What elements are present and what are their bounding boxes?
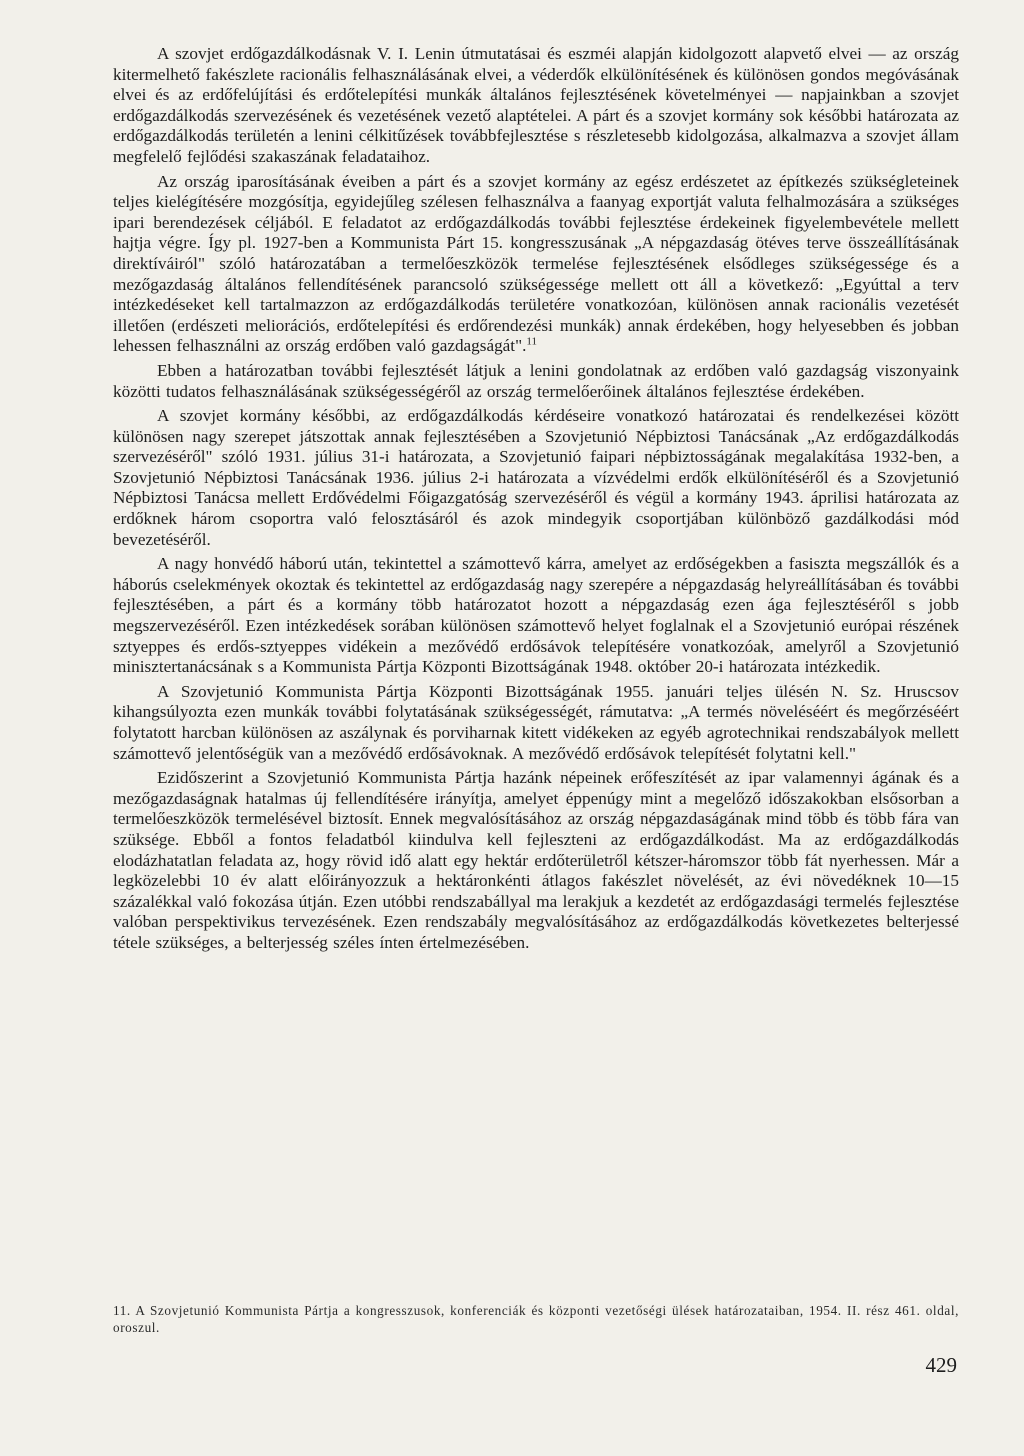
page-number: 429 — [925, 1353, 957, 1377]
footnote — [113, 1302, 959, 1336]
paragraph-3: Ebben a határozatban további fejlesztését látjuk a lenini gondolatnak az erdőben való gazdagság viszonyaink közötti tudatos felhasználásának szükségességéről az ország termelőerőinek általános fejlesztése érdekében. — [113, 360, 959, 401]
paragraph-2-text: Az ország iparosításának éveiben a párt és a szovjet kormány az egész erdészetet az építkezés szükségleteinek teljes kielégítésére mozgósítja, egyidejűleg szélesen felhasználva a faanyag exportját valuta felhalmozására a szükséges ipari berendezések céljából. E feladatot az erdőgazdálkodás további fejlesztése érdekeinek figyelembevétele mellett hajtja végre. Így pl. 1927-ben a Kommunista Párt 15. kongresszusának „A népgazdaság ötéves terve összeállításának direktíváiról" szóló határozatában a termelőeszközök termelése fejlesztésének elsődleges szükségessége és a mezőgazdaság általános fellendítésének parancsoló szükségessége mellett ott áll a következő: „Egyúttal a terv intézkedéseket kell tartalmazzon az erdőgazdálkodás területére vonatkozóan, különösen annak racionális vezetését illetően (erdészeti meliorációs, erdőtelepítési és erdőrendezési munkák) annak érdekében, hogy helyesebben és jobban lehessen felhasználni az ország erdőben való gazdagságát". — [113, 171, 959, 356]
footnote-text: 11. A Szovjetunió Kommunista Pártja a kongresszusok, konferenciák és központi vezetőségi ülések határozataiban, 1954. II. rész 461. oldal, oroszul. — [113, 1303, 959, 1335]
footnote-reference: 11 — [526, 335, 537, 348]
paragraph-5: A nagy honvédő háború után, tekintettel a számottevő kárra, amelyet az erdőségekben a fasiszta megszállók és a háborús cselekmények okoztak és tekintettel az erdőgazdaság nagy szerepére a népgazdaság helyreállításában és további fejlesztésében, a párt és a kormány több határozatot hozott a népgazdaság ezen ága fejlesztéséről s jobb megszervezéséről. Ezen intézkedések sorában különösen számottevő helyet foglalnak el a Szovjetunió európai részének sztyeppes és erdős-sztyeppes vidékein a mezővédő erdősávok telepítésére vonatkozóak, amelyről a Szovjetunió minisztertanácsának s a Kommunista Pártja Központi Bizottságának 1948. október 20-i határozata intézkedik. — [113, 554, 959, 677]
paragraph-1: A szovjet erdőgazdálkodásnak V. I. Lenin útmutatásai és eszméi alapján kidolgozott alapvető elvei — az ország kitermelhető fakészlete racionális felhasználásának elvei, a véderdők elkülönítésének és különösen gondos megóvásának elvei és az erdőfelújítási és erdőtelepítési munkák általános fejlesztésének követelményei — napjainkban a szovjet erdőgazdálkodás szervezésének és vezetésének vezető alaptételei. A párt és a szovjet kormány sok későbbi határozata az erdőgazdálkodás területén a lenini célkitűzések továbbfejlesztése s részletesebb kidolgozása, alkalmazva a szovjet állam megfelelő fejlődési szakaszának feladataihoz. — [113, 44, 959, 166]
paragraph-4: A szovjet kormány későbbi, az erdőgazdálkodás kérdéseire vonatkozó határozatai és rendelkezései között különösen nagy szerepet játszottak annak fejlesztésében a Szovjetunió Népbiztosi Tanácsának „Az erdőgazdálkodás szervezéséről" szóló 1931. július 31-i határozata, a Szovjetunió faipari népbiztosságának megalakítása 1932-ben, a Szovjetunió Népbiztosi Tanácsának 1936. július 2-i határozata a vízvédelmi erdők elkülönítéséről és a Szovjetunió Népbiztosi Tanácsa mellett Erdővédelmi Főigazgatóság szervezéséről és végül a kormány 1943. áprilisi határozata az erdőknek három csoportra való felosztásáról és azok mindegyik csoportjában különböző gazdálkodási mód bevezetéséről. — [113, 406, 959, 549]
body-text — [113, 44, 959, 958]
paragraph-2 — [113, 172, 959, 357]
paragraph-7: Ezidőszerint a Szovjetunió Kommunista Pártja hazánk népeinek erőfeszítését az ipar valamennyi ágának és a mezőgazdaságnak hatalmas új fellendítésére irányítja, amelyet éppenúgy mint a megelőző időszakokban elsősorban a termelőeszközök termelésével biztosít. Ennek megvalósításához az ország népgazdaságának mind több és több fára van szüksége. Ebből a fontos feladatból kiindulva kell fejleszteni az erdőgazdálkodást. Ma az erdőgazdálkodás elodázhatatlan feladata az, hogy rövid idő alatt egy hektár erdőterületről kétszer-háromszor több fát nyerhessen. Már a legközelebbi 10 év alatt előirányozzuk a hektáronkénti átlagos fakészlet növelését, az évi növedéknek 10—15 százalékkal való fokozása útján. Ezen utóbbi rendszabállyal ma lerakjuk a kezdetét az erdőgazdasági termelés fejlesztése valóban perspektivikus tervezésének. Ezen rendszabály megvalósításához az erdőgazdálkodás következetes belterjessé tétele szükséges, a belterjesség széles ínten értelmezésében. — [113, 768, 959, 952]
paragraph-6: A Szovjetunió Kommunista Pártja Központi Bizottságának 1955. januári teljes ülésén N. Sz. Hruscsov kihangsúlyozta ezen munkák további folytatásának szükségességét, rámutatva: „A termés növeléséért és megőrzéséért folytatott harcban különösen az aszálynak és porviharnak kitett vidékeken az egyéb agrotechnikai rendszabályok mellett számottevő jelentőségük van a mezővédő erdősávoknak. A mezővédő erdősávok telepítését folytatni kell." — [113, 681, 959, 763]
